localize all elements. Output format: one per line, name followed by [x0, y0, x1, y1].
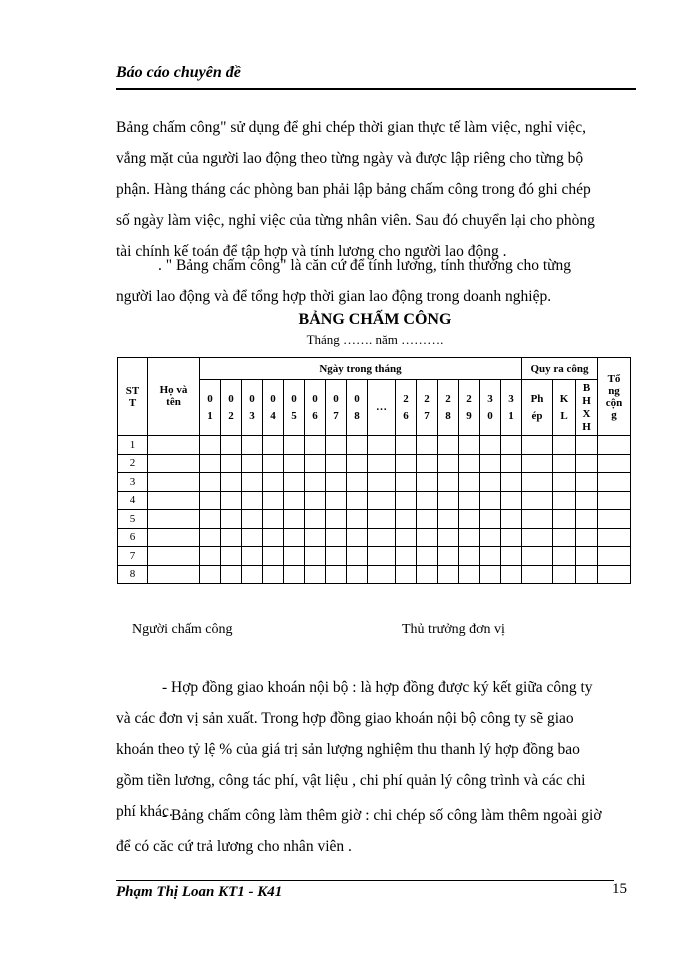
header-stt: ST T [118, 358, 148, 436]
table-cell [284, 491, 305, 510]
document-header-title: Báo cáo chuyên đề [116, 64, 241, 81]
table-cell [347, 565, 368, 584]
day-header: 2 8 [438, 380, 459, 436]
table-cell [553, 473, 576, 492]
table-cell [396, 510, 417, 529]
table-cell [438, 454, 459, 473]
footer-rule [116, 880, 614, 881]
day-header: 0 6 [305, 380, 326, 436]
table-cell [368, 565, 396, 584]
table-row [118, 510, 631, 529]
table-cell [438, 436, 459, 455]
table-cell [438, 528, 459, 547]
table-cell [576, 547, 598, 566]
table-cell [368, 547, 396, 566]
table-cell [148, 565, 200, 584]
table-cell [598, 491, 631, 510]
day-header: 0 8 [347, 380, 368, 436]
table-row [118, 547, 631, 566]
table-cell [522, 491, 553, 510]
table-cell [598, 565, 631, 584]
table-cell [576, 454, 598, 473]
table-cell [263, 491, 284, 510]
header-days-group: Ngày trong tháng [200, 358, 522, 380]
table-cell [242, 473, 263, 492]
table-cell [368, 528, 396, 547]
table-cell [284, 528, 305, 547]
table-cell [368, 454, 396, 473]
text-line: phận. Hàng tháng các phòng ban phải lập bảng chấm công trong đó ghi chép [116, 181, 591, 198]
table-cell [501, 510, 522, 529]
header-total: Tổ ng cộn g [598, 358, 631, 436]
table-cell [459, 547, 480, 566]
table-cell [347, 528, 368, 547]
row-number: 8 [118, 565, 148, 584]
table-cell [347, 454, 368, 473]
table-cell [305, 565, 326, 584]
table-cell [200, 473, 221, 492]
signature-left: Người chấm công [132, 622, 233, 637]
table-cell [221, 436, 242, 455]
table-cell [242, 528, 263, 547]
table-cell [396, 436, 417, 455]
table-cell [459, 565, 480, 584]
table-cell [459, 510, 480, 529]
table-cell [305, 510, 326, 529]
text-line: Bảng chấm công" sử dụng để ghi chép thời gian thực tế làm việc, nghỉ việc, [116, 119, 586, 136]
day-header: 0 4 [263, 380, 284, 436]
table-cell [242, 547, 263, 566]
table-cell [480, 473, 501, 492]
table-cell [501, 436, 522, 455]
header-phep: Ph ép [522, 380, 553, 436]
table-cell [200, 528, 221, 547]
table-cell [284, 436, 305, 455]
table-cell [326, 528, 347, 547]
table-row [118, 528, 631, 547]
table-cell [598, 473, 631, 492]
table-cell [305, 547, 326, 566]
table-cell [553, 547, 576, 566]
table-cell [347, 547, 368, 566]
table-row [118, 473, 631, 492]
table-cell [347, 436, 368, 455]
signature-right: Thủ trưởng đơn vị [402, 622, 505, 637]
table-cell [200, 454, 221, 473]
text-line: - Bảng chấm công làm thêm giờ : chi chép số công làm thêm ngoài giờ [162, 807, 602, 824]
table-cell [522, 473, 553, 492]
text-line: - Hợp đồng giao khoán nội bộ : là hợp đồng được ký kết giữa công ty [162, 679, 593, 696]
table-cell [200, 491, 221, 510]
table-cell [522, 528, 553, 547]
day-header: 0 1 [200, 380, 221, 436]
table-cell [438, 491, 459, 510]
table-cell [396, 454, 417, 473]
header-kl: K L [553, 380, 576, 436]
table-cell [284, 454, 305, 473]
row-number: 5 [118, 510, 148, 529]
table-cell [522, 547, 553, 566]
table-cell [553, 528, 576, 547]
table-cell [576, 491, 598, 510]
table-cell [305, 473, 326, 492]
table-cell [480, 454, 501, 473]
table-cell [480, 491, 501, 510]
table-cell [459, 473, 480, 492]
table-cell [148, 454, 200, 473]
table-cell [305, 454, 326, 473]
attendance-table [117, 357, 631, 584]
paragraph-4 [116, 800, 634, 862]
table-cell [501, 528, 522, 547]
table-cell [221, 547, 242, 566]
table-row [118, 491, 631, 510]
table-cell [522, 436, 553, 455]
table-cell [553, 491, 576, 510]
table-cell [242, 454, 263, 473]
table-cell [284, 510, 305, 529]
day-header: 0 7 [326, 380, 347, 436]
table-cell [263, 547, 284, 566]
table-cell [576, 510, 598, 529]
day-header: 3 0 [480, 380, 501, 436]
table-row [118, 565, 631, 584]
table-cell [480, 510, 501, 529]
text-line: phí khác. [116, 803, 173, 820]
header-bhxh: B H X H [576, 380, 598, 436]
page-number: 15 [612, 881, 627, 897]
table-cell [522, 565, 553, 584]
table-cell [459, 491, 480, 510]
text-line: để có căc cứ trả lương cho nhân viên . [116, 838, 352, 855]
day-header: 2 9 [459, 380, 480, 436]
table-cell [576, 528, 598, 547]
day-header: 0 3 [242, 380, 263, 436]
table-cell [598, 454, 631, 473]
table-cell [263, 436, 284, 455]
table-cell [417, 454, 438, 473]
paragraph-1 [116, 112, 634, 267]
table-cell [417, 547, 438, 566]
table-cell [576, 473, 598, 492]
table-cell [148, 547, 200, 566]
table-cell [326, 473, 347, 492]
day-header: 2 7 [417, 380, 438, 436]
text-line: và các đơn vị sản xuất. Trong hợp đồng giao khoán nội bộ công ty sẽ giao [116, 710, 574, 727]
table-cell [347, 491, 368, 510]
table-cell [576, 436, 598, 455]
table-cell [221, 510, 242, 529]
table-cell [396, 565, 417, 584]
table-cell [242, 510, 263, 529]
table-cell [480, 565, 501, 584]
table-cell [326, 565, 347, 584]
table-cell [326, 491, 347, 510]
table-title: BẢNG CHẤM CÔNG [298, 311, 452, 328]
table-cell [417, 510, 438, 529]
table-cell [368, 491, 396, 510]
header-quy-group: Quy ra công [522, 358, 598, 380]
table-cell [480, 547, 501, 566]
table-cell [200, 436, 221, 455]
table-cell [284, 547, 305, 566]
table-cell [522, 510, 553, 529]
table-cell [417, 436, 438, 455]
table-cell [326, 436, 347, 455]
table-cell [242, 565, 263, 584]
table-cell [501, 491, 522, 510]
table-cell [501, 473, 522, 492]
table-cell [459, 454, 480, 473]
table-cell [396, 547, 417, 566]
row-number: 3 [118, 473, 148, 492]
table-cell [553, 565, 576, 584]
table-cell [459, 528, 480, 547]
header-rule [116, 88, 636, 90]
table-cell [305, 436, 326, 455]
table-cell [598, 510, 631, 529]
table-cell [480, 528, 501, 547]
row-number: 4 [118, 491, 148, 510]
day-header: 2 6 [396, 380, 417, 436]
table-cell [396, 528, 417, 547]
header-name: Họ và tên [148, 358, 200, 436]
table-cell [459, 436, 480, 455]
text-line: số ngày làm việc, nghỉ việc của từng nhân viên. Sau đó chuyển lại cho phòng [116, 212, 595, 229]
table-cell [368, 510, 396, 529]
table-cell [417, 491, 438, 510]
table-cell [263, 473, 284, 492]
table-cell [148, 491, 200, 510]
table-cell [438, 565, 459, 584]
table-cell [438, 510, 459, 529]
table-row [118, 436, 631, 455]
table-cell [501, 565, 522, 584]
day-header: 0 5 [284, 380, 305, 436]
table-cell [263, 565, 284, 584]
table-cell [553, 436, 576, 455]
text-line: khoán theo tỷ lệ % của giá trị sản lượng nghiệm thu thanh lý hợp đồng bao [116, 741, 580, 758]
day-header-ellipsis: … [368, 380, 396, 436]
row-number: 2 [118, 454, 148, 473]
text-line: . " Bảng chấm công" là căn cứ để tính lương, tính thưởng cho từng [158, 257, 572, 274]
table-cell [284, 473, 305, 492]
table-cell [263, 510, 284, 529]
table-cell [347, 510, 368, 529]
text-line: vắng mặt của người lao động theo từng ngày và được lập riêng cho từng bộ [116, 150, 584, 167]
table-cell [326, 510, 347, 529]
table-cell [326, 454, 347, 473]
text-line: tài chính kế toán để tập hợp và tính lương cho người lao động . [116, 243, 507, 260]
table-cell [598, 528, 631, 547]
table-subtitle: Tháng ……. năm ………. [306, 332, 444, 347]
table-cell [576, 565, 598, 584]
table-cell [200, 547, 221, 566]
table-cell [326, 547, 347, 566]
table-cell [438, 547, 459, 566]
table-cell [368, 473, 396, 492]
row-number: 7 [118, 547, 148, 566]
table-cell [396, 491, 417, 510]
table-cell [221, 491, 242, 510]
table-cell [480, 436, 501, 455]
table-cell [263, 528, 284, 547]
table-cell [347, 473, 368, 492]
footer-author: Phạm Thị Loan KT1 - K41 [116, 884, 283, 900]
table-cell [148, 510, 200, 529]
table-cell [598, 436, 631, 455]
table-cell [417, 473, 438, 492]
table-cell [284, 565, 305, 584]
row-number: 1 [118, 436, 148, 455]
table-cell [221, 454, 242, 473]
table-cell [200, 510, 221, 529]
table-cell [501, 547, 522, 566]
table-cell [553, 510, 576, 529]
table-cell [200, 565, 221, 584]
table-cell [368, 436, 396, 455]
table-cell [148, 528, 200, 547]
table-cell [553, 454, 576, 473]
table-cell [522, 454, 553, 473]
table-cell [501, 454, 522, 473]
table-cell [305, 528, 326, 547]
table-cell [148, 473, 200, 492]
text-line: gồm tiền lương, công tác phí, vật liệu , chi phí quản lý công trình và các chi [116, 772, 586, 789]
table-cell [598, 547, 631, 566]
table-cell [242, 436, 263, 455]
table-cell [438, 473, 459, 492]
row-number: 6 [118, 528, 148, 547]
table-cell [417, 565, 438, 584]
table-cell [242, 491, 263, 510]
table-cell [417, 528, 438, 547]
day-header: 3 1 [501, 380, 522, 436]
table-cell [396, 473, 417, 492]
table-cell [263, 454, 284, 473]
table-cell [148, 436, 200, 455]
table-cell [221, 565, 242, 584]
paragraph-2 [116, 250, 634, 312]
table-row [118, 454, 631, 473]
table-cell [305, 491, 326, 510]
text-line: người lao động và để tổng hợp thời gian lao động trong doanh nghiệp. [116, 288, 552, 305]
table-cell [221, 473, 242, 492]
table-cell [221, 528, 242, 547]
day-header: 0 2 [221, 380, 242, 436]
